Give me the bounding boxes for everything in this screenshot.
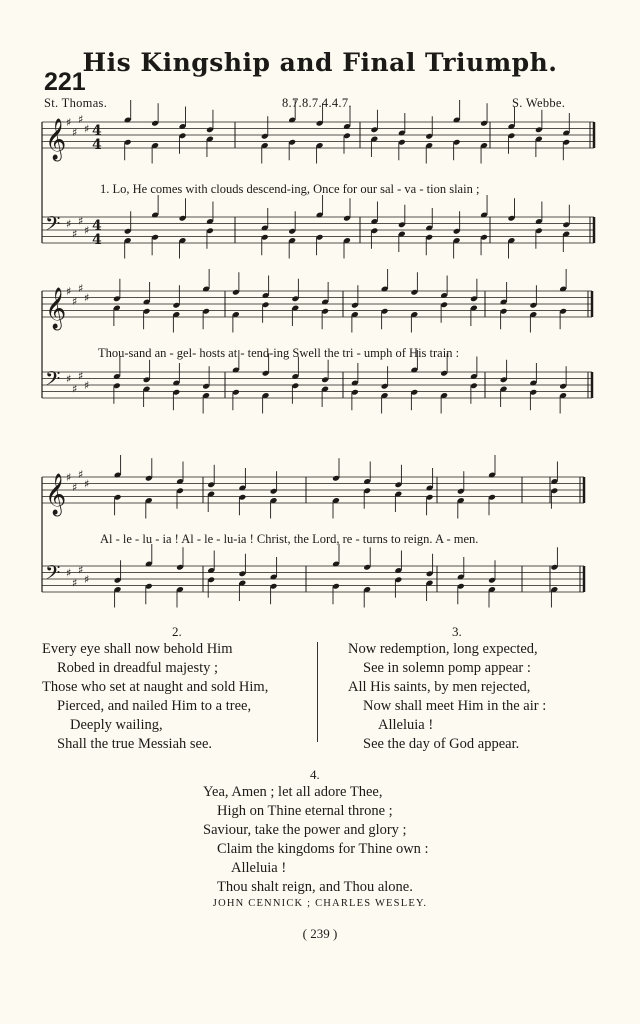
verse-3-line-1: Now redemption, long expected, xyxy=(348,641,538,657)
bass-clef-icon: 𝄢 xyxy=(45,366,61,395)
composer: S. Webbe. xyxy=(512,96,566,110)
hymn-number: 221 xyxy=(44,68,86,96)
lyric-line-1: 1. Lo, He comes with clouds descend-ing, Once for our sal - va - tion slain ; xyxy=(100,182,480,196)
verse-2-line-3: Those who set at naught and sold Him, xyxy=(42,679,269,695)
verse-4-line-1: Yea, Amen ; let all adore Thee, xyxy=(203,784,383,800)
time-signature-bottom: 4 xyxy=(92,137,102,153)
sharp-icon: ♯ xyxy=(66,116,72,129)
meter: 8.7.8.7.4.4.7. xyxy=(282,96,352,110)
verse-3-line-5: Alleluia ! xyxy=(378,717,434,733)
lyric-line-2: Thou-sand an - gel- hosts at - tend-ing Swell the tri - umph of His train : xyxy=(98,346,460,360)
sharp-icon: ♯ xyxy=(66,285,72,298)
bass-clef-icon: 𝄢 xyxy=(45,560,61,589)
verse-2-line-5: Deeply wailing, xyxy=(70,717,163,733)
sharp-icon: ♯ xyxy=(84,224,90,237)
treble-clef-icon: 𝄞 xyxy=(45,288,67,329)
verse-3-line-2: See in solemn pomp appear : xyxy=(363,660,531,676)
hymn-title: His Kingship and Final Triumph. xyxy=(82,48,558,77)
verse-4-line-5: Alleluia ! xyxy=(231,860,287,876)
sharp-icon: ♯ xyxy=(66,566,72,580)
verse-3 xyxy=(348,640,546,754)
verse-3-line-3: All His saints, by men rejected, xyxy=(348,679,531,695)
page-number: ( 239 ) xyxy=(302,926,338,941)
sharp-icon: ♯ xyxy=(78,369,84,383)
sharp-icon: ♯ xyxy=(84,122,90,136)
attribution: JOHN CENNICK ; CHARLES WESLEY. xyxy=(212,898,428,909)
verse-4-line-2: High on Thine eternal throne ; xyxy=(217,803,393,819)
sharp-icon: ♯ xyxy=(78,467,84,481)
sharp-icon: ♯ xyxy=(84,291,90,305)
sharp-icon: ♯ xyxy=(84,573,90,586)
sharp-icon: ♯ xyxy=(84,379,90,392)
sharp-icon: ♯ xyxy=(72,480,78,494)
verse-2-line-4: Pierced, and nailed Him to a tree, xyxy=(57,698,252,714)
sharp-icon: ♯ xyxy=(72,125,78,139)
verse-3-number: 3. xyxy=(452,624,462,639)
tune-name: St. Thomas. xyxy=(44,96,108,110)
verse-divider xyxy=(317,642,318,742)
sharp-icon: ♯ xyxy=(78,281,84,295)
verse-2 xyxy=(42,640,268,754)
sharp-icon: ♯ xyxy=(78,214,84,228)
sharp-icon: ♯ xyxy=(72,294,78,308)
treble-clef-icon: 𝄞 xyxy=(45,119,67,160)
verse-2-line-6: Shall the true Messiah see. xyxy=(57,736,213,752)
verse-4-line-3: Saviour, take the power and glory ; xyxy=(203,822,407,838)
sharp-icon: ♯ xyxy=(66,471,72,484)
sharp-icon: ♯ xyxy=(72,382,78,396)
sharp-icon: ♯ xyxy=(72,227,78,241)
sharp-icon: ♯ xyxy=(66,372,72,386)
time-signature-top: 4 xyxy=(92,218,102,234)
sharp-icon: ♯ xyxy=(66,217,72,231)
verse-2-number: 2. xyxy=(172,624,182,639)
lyric-line-3: Al - le - lu - ia ! Al - le - lu-ia ! Christ, the Lord, re - turns to reign. A - men. xyxy=(100,532,479,546)
verse-2-line-1: Every eye shall now behold Him xyxy=(42,641,233,657)
verse-4 xyxy=(203,783,429,897)
sharp-icon: ♯ xyxy=(78,112,84,126)
sharp-icon: ♯ xyxy=(84,477,90,491)
verse-4-number: 4. xyxy=(310,767,320,782)
treble-clef-icon: 𝄞 xyxy=(45,474,67,515)
verse-3-line-4: Now shall meet Him in the air : xyxy=(363,698,547,714)
verse-3-line-6: See the day of God appear. xyxy=(363,736,520,752)
sharp-icon: ♯ xyxy=(72,576,78,590)
time-signature-top: 4 xyxy=(92,123,102,139)
verse-4-line-6: Thou shalt reign, and Thou alone. xyxy=(217,879,413,895)
sharp-icon: ♯ xyxy=(78,563,84,577)
time-signature-bottom: 4 xyxy=(92,232,102,248)
bass-clef-icon: 𝄢 xyxy=(45,211,61,240)
verse-2-line-2: Robed in dreadful majesty ; xyxy=(57,660,219,676)
verse-4-line-4: Claim the kingdoms for Thine own : xyxy=(217,841,429,857)
